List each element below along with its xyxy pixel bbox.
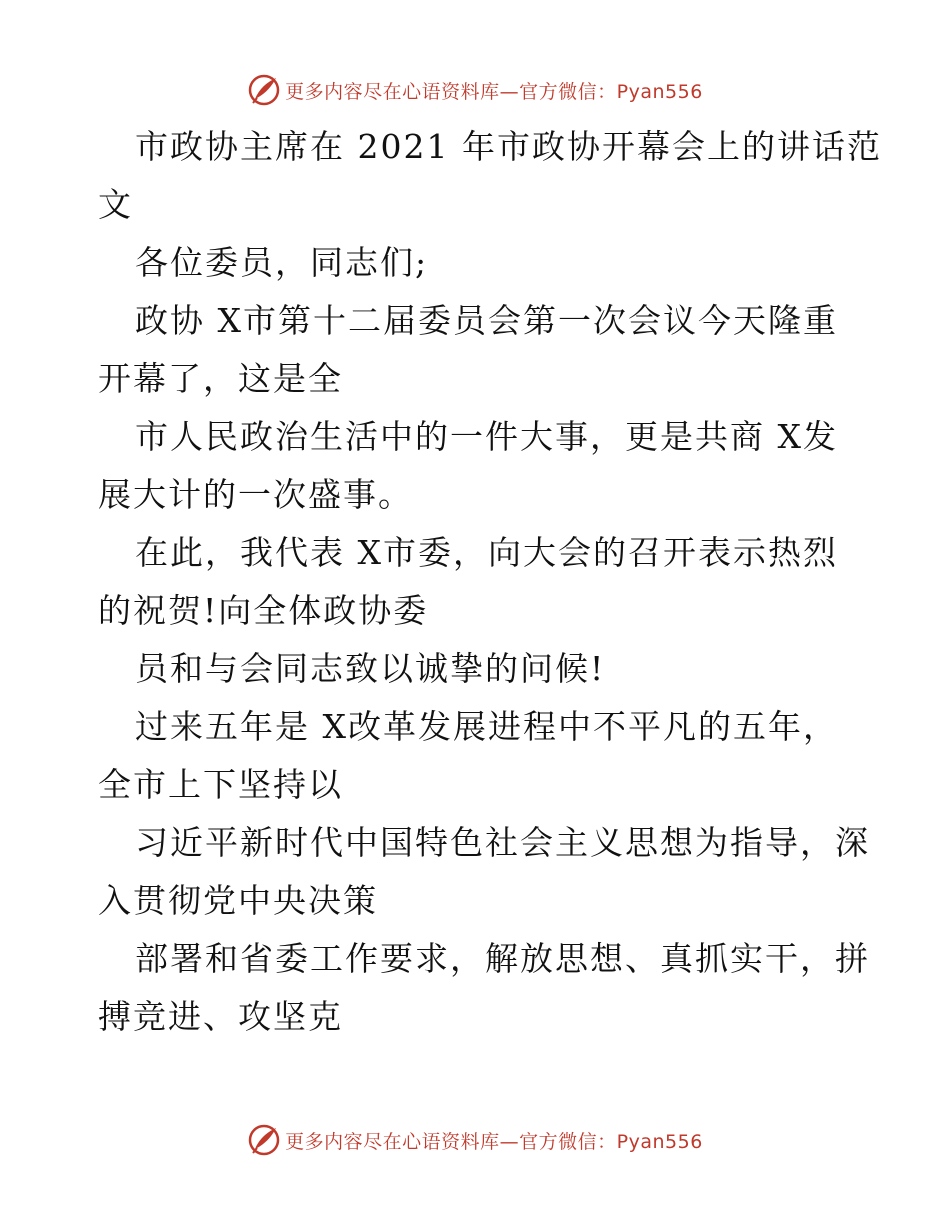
text-line: 政协 X市第十二届委员会第一次会议今天隆重 xyxy=(135,301,838,340)
text-line: 文 xyxy=(98,185,133,224)
text-line: 入贯彻党中央决策 xyxy=(98,881,378,920)
text-line: 的祝贺!向全体政协委 xyxy=(98,591,429,630)
text-line: 展大计的一次盛事。 xyxy=(98,475,413,514)
text-line: 在此，我代表 X市委，向大会的召开表示热烈 xyxy=(135,533,838,572)
text-line: 市政协主席在 2021 年市政协开幕会上的讲话范 xyxy=(135,127,882,166)
text-line: 部署和省委工作要求，解放思想、真抓实干，拼 xyxy=(135,939,870,978)
header-banner xyxy=(0,72,950,108)
text-line: 各位委员，同志们; xyxy=(135,243,429,282)
text-line: 习近平新时代中国特色社会主义思想为指导，深 xyxy=(135,823,870,862)
text-line: 过来五年是 X改革发展进程中不平凡的五年， xyxy=(135,707,838,746)
document-body xyxy=(98,118,882,1046)
footer-banner xyxy=(0,1122,950,1158)
header-banner-text: 更多内容尽在心语资料库—官方微信：Pyan556 xyxy=(285,80,703,103)
text-line: 搏竞进、攻坚克 xyxy=(98,997,343,1036)
text-line: 全市上下坚持以 xyxy=(98,765,343,804)
text-line: 开幕了，这是全 xyxy=(98,359,343,398)
feather-pen-logo-icon xyxy=(247,1123,281,1157)
feather-pen-logo-icon xyxy=(247,73,281,107)
footer-banner-text: 更多内容尽在心语资料库—官方微信：Pyan556 xyxy=(285,1130,703,1153)
text-line: 员和与会同志致以诚挚的问候! xyxy=(135,649,606,688)
text-line: 市人民政治生活中的一件大事，更是共商 X发 xyxy=(135,417,838,456)
